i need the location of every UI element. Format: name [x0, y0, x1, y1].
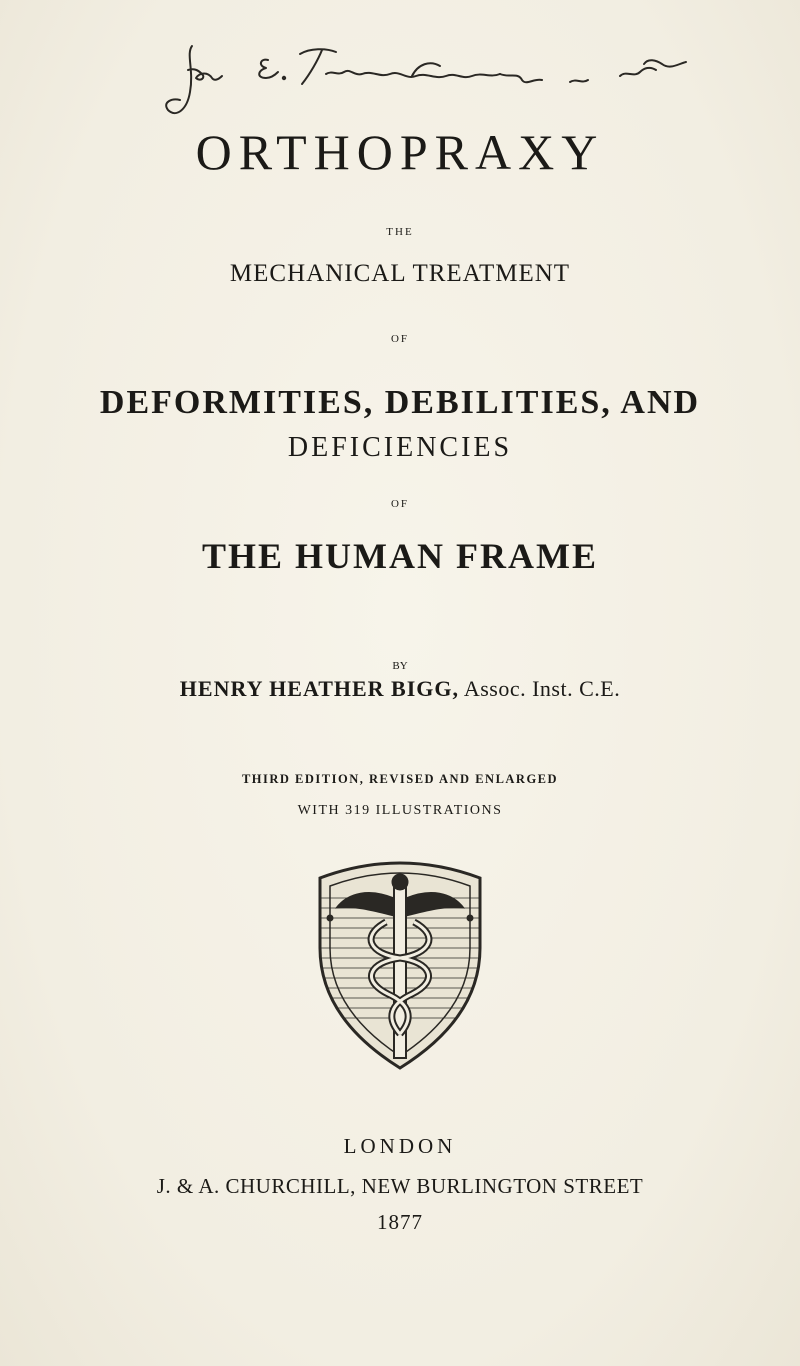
subtitle-deformities: DEFORMITIES, DEBILITIES, AND — [99, 384, 701, 421]
subtitle-mechanical-treatment: MECHANICAL TREATMENT — [229, 260, 571, 287]
imprint-city: LONDON — [343, 1134, 457, 1158]
imprint-year: 1877 — [377, 1210, 423, 1234]
book-title: ORTHOPRAXY — [195, 124, 605, 180]
author-name: HENRY HEATHER BIGG, — [179, 676, 460, 701]
imprint-publisher: J. & A. CHURCHILL, NEW BURLINGTON STREET — [156, 1174, 644, 1198]
subtitle-deficiencies: DEFICIENCIES — [287, 432, 513, 463]
edition-statement: THIRD EDITION, REVISED AND ENLARGED — [241, 772, 559, 786]
illustrations-statement: WITH 319 ILLUSTRATIONS — [297, 803, 503, 818]
subtitle-connector-of: OF — [390, 498, 410, 510]
subtitle-connector-of: OF — [390, 333, 410, 345]
handwritten-signature — [150, 40, 750, 120]
caduceus-shield-icon — [300, 858, 500, 1078]
subtitle-human-frame: THE HUMAN FRAME — [202, 536, 598, 576]
by-line: BY — [392, 660, 408, 672]
author-line — [0, 676, 800, 702]
title-article: THE — [386, 226, 414, 238]
author-credentials: Assoc. Inst. C.E. — [463, 676, 621, 701]
